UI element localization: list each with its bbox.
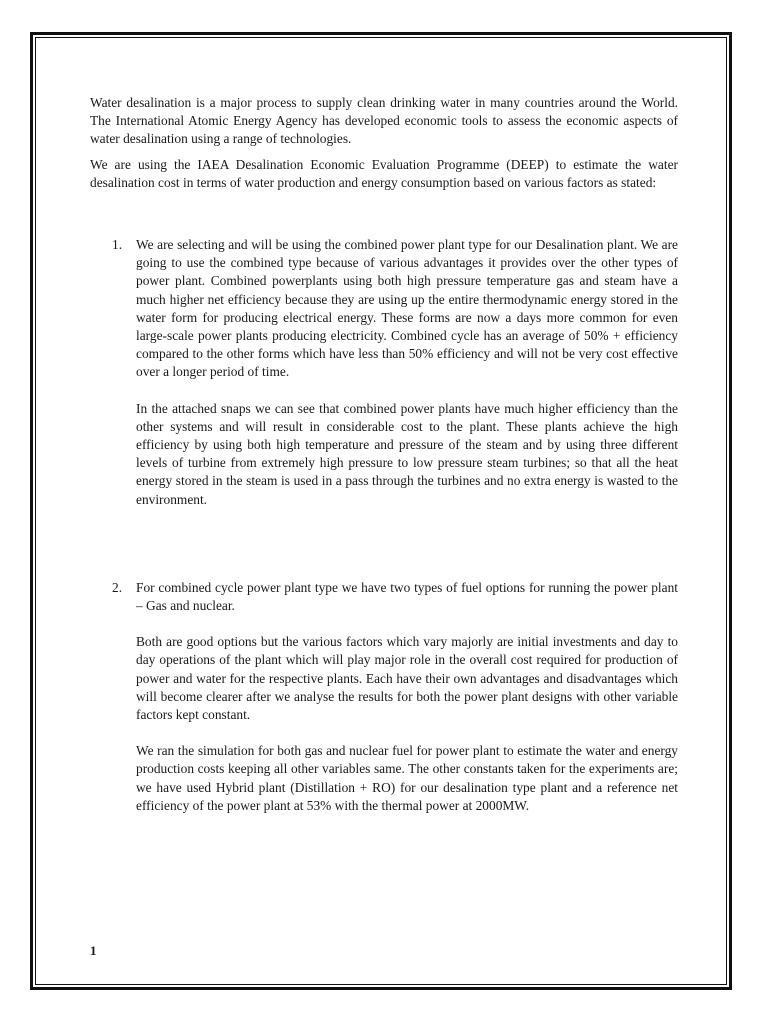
item-2-paragraph-1: For combined cycle power plant type we have two types of fuel options for running the power plant – Gas and nuclear.: [136, 579, 678, 614]
item-2-paragraph-3: We ran the simulation for both gas and nuclear fuel for power plant to estimate the water and energy production costs keeping all other variables same. The other constants taken for the experiments are; we have used Hybrid plant (Distillation + RO) for our desalination type plant and a reference net efficiency of the power plant at 53% with the thermal power at 2000MW.: [136, 743, 678, 813]
list-item-1: [90, 236, 678, 509]
item-1-paragraph-2: In the attached snaps we can see that combined power plants have much higher efficiency than the other systems and will result in considerable cost to the plant. These plants achieve the high efficiency by using both high temperature and pressure of the steam and by using three different levels of turbine from extremely high pressure to low pressure steam turbines; so that all the heat energy stored in the steam is used in a pass through the turbines and no extra energy is wasted to the environment.: [136, 400, 678, 507]
intro-paragraph-2: We are using the IAEA Desalination Economic Evaluation Programme (DEEP) to estimate the water desalination cost in terms of water production and energy consumption based on various factors as stated:: [90, 156, 678, 190]
document-body: [90, 94, 678, 833]
intro-paragraph-1: Water desalination is a major process to supply clean drinking water in many countries around the World. The International Atomic Energy Agency has developed economic tools to assess the economic aspects of water desalination using a range of technologies.: [90, 95, 678, 147]
list-item-2: [90, 579, 678, 815]
numbered-list: [90, 236, 678, 815]
page-number: 1: [90, 943, 97, 958]
item-2-paragraph-2: Both are good options but the various factors which vary majorly are initial investments and day to day operations of the plant which will play major role in the overall cost required for production of power and water for the respective plants. Each have their own advantages and disadvantages which will become clearer after we analyse the results for both the power plant designs with other variable factors kept constant.: [136, 634, 678, 723]
list-number: 2.: [112, 579, 123, 595]
item-1-paragraph-1: We are selecting and will be using the combined power plant type for our Desalination plant. We are going to use the combined type because of various advantages it provides over the other types of power plant. Combined powerplants using both high pressure temperature gas and steam have a much higher net efficiency because they are using up the entire thermodynamic energy stored in the water form for producing electrical energy. These forms are now a days more common for even large-scale power plants producing electricity. Combined cycle has an average of 50% + efficiency compared to the other forms which have less than 50% efficiency and will not be very cost effective over a longer period of time.: [136, 237, 678, 380]
list-number: 1.: [112, 237, 123, 253]
